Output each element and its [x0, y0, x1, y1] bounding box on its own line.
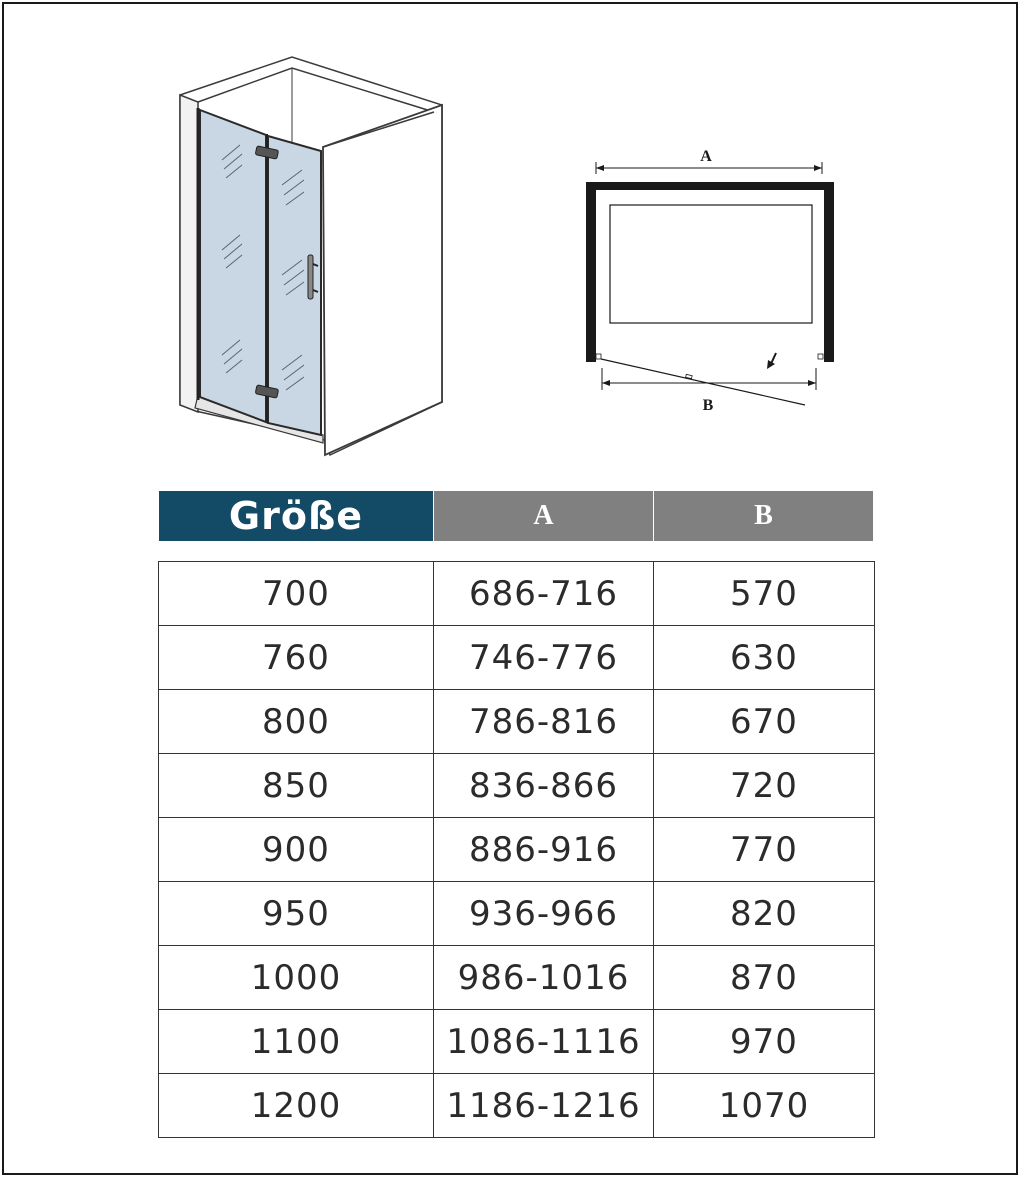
size-cell: 700	[159, 562, 434, 626]
b-cell: 870	[654, 946, 875, 1010]
table-row	[159, 946, 875, 1010]
a-cell: 786-816	[434, 690, 654, 754]
b-cell: 770	[654, 818, 875, 882]
table-row	[159, 626, 875, 690]
a-cell: 886-916	[434, 818, 654, 882]
b-cell: 1070	[654, 1074, 875, 1138]
table-row	[159, 562, 875, 626]
a-cell: 686-716	[434, 562, 654, 626]
size-cell: 900	[159, 818, 434, 882]
a-cell: 986-1016	[434, 946, 654, 1010]
dimension-b-label: B	[702, 397, 714, 414]
b-cell: 630	[654, 626, 875, 690]
b-cell: 820	[654, 882, 875, 946]
size-column-header: Größe	[159, 491, 433, 541]
b-cell: 970	[654, 1010, 875, 1074]
b-cell: 570	[654, 562, 875, 626]
b-cell: 670	[654, 690, 875, 754]
size-cell: 1100	[159, 1010, 434, 1074]
dimension-a-label: A	[700, 148, 712, 165]
top-view-plan	[580, 140, 840, 420]
shower-door-illustration	[170, 50, 450, 460]
size-cell: 800	[159, 690, 434, 754]
size-cell: 1200	[159, 1074, 434, 1138]
table-row	[159, 754, 875, 818]
b-column-header: B	[654, 491, 873, 541]
table-row	[159, 818, 875, 882]
size-cell: 950	[159, 882, 434, 946]
a-column-header: A	[434, 491, 653, 541]
b-cell: 720	[654, 754, 875, 818]
table-row	[159, 1074, 875, 1138]
size-cell: 850	[159, 754, 434, 818]
a-cell: 1186-1216	[434, 1074, 654, 1138]
a-cell: 836-866	[434, 754, 654, 818]
a-cell: 936-966	[434, 882, 654, 946]
table-row	[159, 1010, 875, 1074]
size-cell: 760	[159, 626, 434, 690]
table-row	[159, 690, 875, 754]
a-cell: 1086-1116	[434, 1010, 654, 1074]
size-table	[158, 561, 875, 1138]
table-row	[159, 882, 875, 946]
size-cell: 1000	[159, 946, 434, 1010]
a-cell: 746-776	[434, 626, 654, 690]
